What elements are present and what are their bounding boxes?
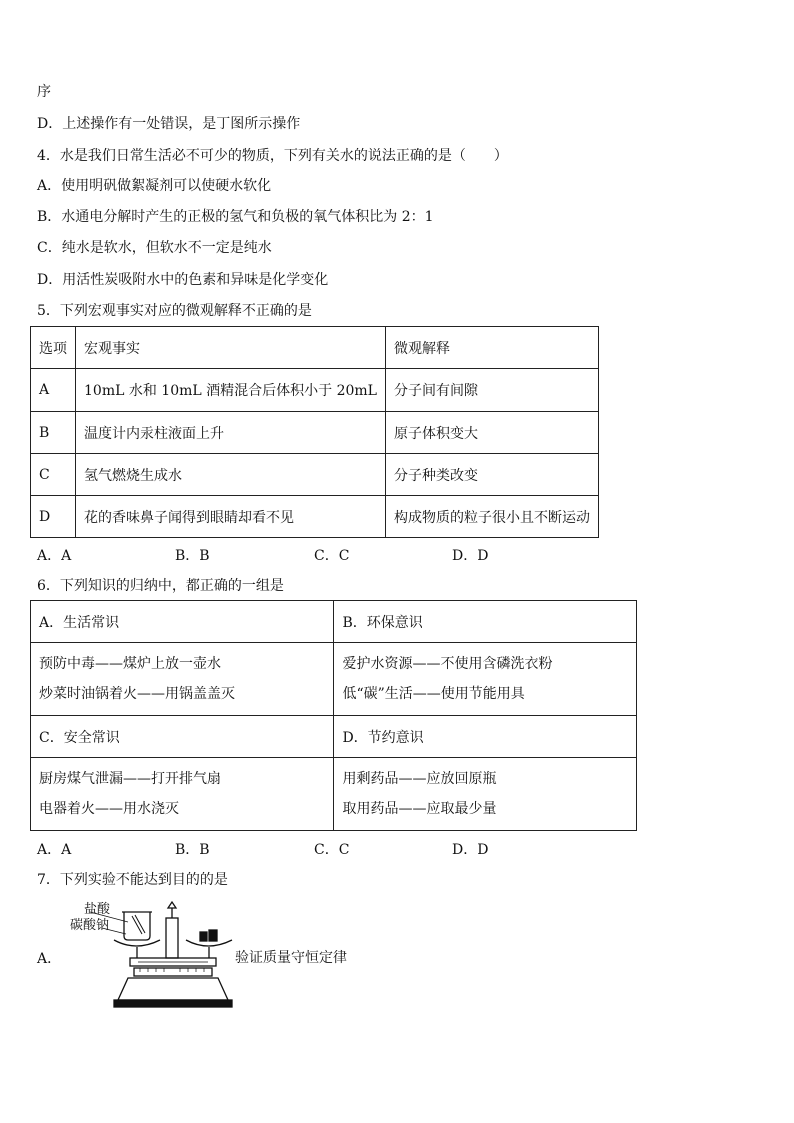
q6-c-item: 厨房煤气泄漏——打开排气扇	[39, 771, 221, 787]
table-row	[31, 454, 599, 496]
table-cell: 10mL 水和 10mL 酒精混合后体积小于 20mL	[76, 369, 386, 412]
q5-choice-b[interactable]: B．B	[175, 548, 210, 564]
q6-b-item: 低“碳”生活——使用节能用具	[342, 686, 525, 702]
continued-text: 序	[37, 84, 51, 100]
q3-option-d: D．上述操作有一处错误，是丁图所示操作	[37, 116, 301, 132]
q6-choice-c[interactable]: C．C	[314, 842, 350, 858]
table-cell: D	[31, 496, 76, 538]
q4-option-b: B．水通电分解时产生的正极的氢气和负极的氧气体积比为 2：1	[37, 209, 434, 225]
q6-table	[30, 600, 637, 831]
q6-d-item: 取用药品——应取最少量	[342, 801, 497, 817]
figure-label-hydrochloric-acid: 盐酸	[84, 902, 111, 917]
q6-b-item: 爱护水资源——不使用含磷洗衣粉	[342, 656, 553, 672]
q6-a-item: 预防中毒——煤炉上放一壶水	[39, 656, 221, 672]
q5-table	[30, 326, 599, 538]
q5-stem: 5．下列宏观事实对应的微观解释不正确的是	[37, 303, 312, 319]
q5-header-option: 选项	[31, 327, 76, 369]
q6-a-item: 炒菜时油锅着火——用锅盖盖灭	[39, 686, 235, 702]
table-cell: 分子间有间隙	[385, 369, 598, 412]
q7-stem: 7．下列实验不能达到目的的是	[37, 872, 228, 888]
q6-choices	[37, 839, 597, 857]
table-row	[31, 496, 599, 538]
figure-label-sodium-carbonate: 碳酸钠	[70, 918, 110, 933]
table-cell: 温度计内汞柱液面上升	[76, 412, 386, 454]
table-cell: 花的香味鼻子闻得到眼睛却看不见	[76, 496, 386, 538]
q6-b-title: B．环保意识	[334, 601, 637, 643]
q4-option-c: C．纯水是软水，但软水不一定是纯水	[37, 240, 272, 256]
q6-stem: 6．下列知识的归纳中，都正确的一组是	[37, 578, 284, 594]
q6-a-items	[31, 643, 334, 716]
q6-c-items	[31, 758, 334, 831]
q6-choice-d[interactable]: D．D	[452, 842, 489, 858]
table-row	[31, 327, 599, 369]
q5-choice-c[interactable]: C．C	[314, 548, 350, 564]
table-cell: C	[31, 454, 76, 496]
q5-header-fact: 宏观事实	[76, 327, 386, 369]
q6-d-title: D．节约意识	[334, 716, 637, 758]
table-cell: 分子种类改变	[385, 454, 598, 496]
q6-c-item: 电器着火——用水浇灭	[39, 801, 179, 817]
q6-d-item: 用剩药品——应放回原瓶	[342, 771, 497, 787]
q7-option-a-label[interactable]: A．	[37, 951, 62, 967]
q6-choice-b[interactable]: B．B	[175, 842, 210, 858]
q6-b-items	[334, 643, 637, 716]
q6-choice-a[interactable]: A．A	[37, 842, 72, 858]
q6-c-title: C．安全常识	[31, 716, 334, 758]
table-cell: B	[31, 412, 76, 454]
q7-option-a-caption: 验证质量守恒定律	[235, 950, 347, 966]
table-row	[31, 758, 637, 831]
table-row	[31, 412, 599, 454]
table-cell: 构成物质的粒子很小且不断运动	[385, 496, 598, 538]
q6-a-title: A．生活常识	[31, 601, 334, 643]
q4-option-a: A．使用明矾做絮凝剂可以使硬水软化	[37, 178, 272, 194]
table-cell: 原子体积变大	[385, 412, 598, 454]
q5-header-explanation: 微观解释	[385, 327, 598, 369]
table-row	[31, 643, 637, 716]
table-row	[31, 369, 599, 412]
q5-choices	[37, 545, 597, 563]
q6-d-items	[334, 758, 637, 831]
left-pan-icon	[114, 940, 160, 946]
table-row	[31, 601, 637, 643]
table-cell: 氢气燃烧生成水	[76, 454, 386, 496]
q5-choice-d[interactable]: D．D	[452, 548, 489, 564]
q5-choice-a[interactable]: A．A	[37, 548, 72, 564]
table-row	[31, 716, 637, 758]
q4-stem: 4．水是我们日常生活必不可少的物质，下列有关水的说法正确的是（ ）	[37, 148, 508, 164]
table-cell: A	[31, 369, 76, 412]
q4-option-d: D．用活性炭吸附水中的色素和异味是化学变化	[37, 272, 329, 288]
